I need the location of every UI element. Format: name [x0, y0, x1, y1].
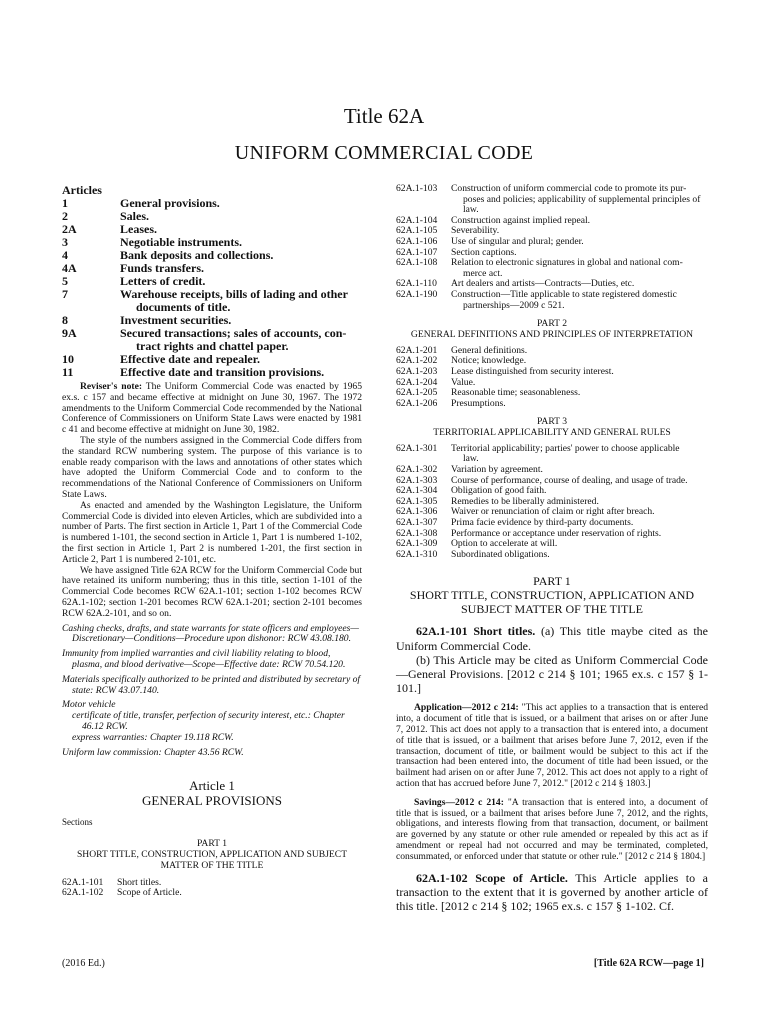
article-item-number: 2A: [62, 222, 77, 236]
section-item-title: Territorial applicability; parties' power to choose applicable: [451, 442, 680, 454]
section-item: [396, 388, 708, 399]
section-item-number: 62A.1-204: [396, 376, 438, 388]
article-item-title: Negotiable instruments.: [120, 235, 242, 249]
sections-label: Sections: [62, 817, 93, 828]
article-item-number: 11: [62, 365, 74, 379]
part-heading-title: GENERAL DEFINITIONS AND PRINCIPLES OF INTERPRETATION: [410, 328, 694, 340]
section-item-number: 62A.1-308: [396, 527, 438, 539]
section-item-number: 62A.1-307: [396, 517, 438, 529]
section-item-title: Obligation of good faith.: [451, 485, 547, 497]
article-item-number: 2: [62, 209, 68, 223]
cross-reference-label: Motor vehicle: [62, 699, 116, 711]
footer-page-label: [Title 62A RCW—page 1]: [593, 958, 704, 969]
section-item: [396, 539, 708, 550]
section-item-title: Relation to electronic signatures in global and national com-: [451, 257, 683, 269]
footer-edition: (2016 Ed.): [62, 958, 105, 969]
part-heading-title: SHORT TITLE, CONSTRUCTION, APPLICATION AND SUBJECT: [76, 849, 348, 861]
page-title: Title 62A: [343, 104, 425, 128]
part-heading: PART 1: [533, 574, 571, 589]
article-item-number: 4: [62, 248, 68, 262]
section-item-title: Lease distinguished from security interest.: [451, 365, 614, 377]
cross-reference: Cashing checks, drafts, and state warrants for state officers and employees—Discretionary—Conditions—Procedure upon dishonor: RCW 43.08.180.: [62, 622, 359, 645]
article-item: [62, 249, 362, 262]
section-item-title: Variation by agreement.: [451, 464, 543, 476]
article-item: [62, 197, 362, 210]
article-item-number: 8: [62, 313, 68, 327]
article-item-title-continuation: documents of title.: [136, 300, 231, 314]
section-item-title: Performance or acceptance under reservation of rights.: [451, 527, 662, 539]
section-62a-1-102: 62A.1-102 Scope of Article. This Article applies to a transaction to the extent that it is governed by another article of this title. [2012 c 214 § 102; 1965 ex.s. c 157 § 1-102. Cf.: [396, 870, 708, 913]
page-subtitle: UNIFORM COMMERCIAL CODE: [234, 142, 534, 164]
article-item: [62, 366, 362, 379]
section-item: [396, 399, 708, 410]
right-column: [396, 184, 708, 913]
section-item: [396, 216, 708, 227]
article-item: [62, 327, 362, 353]
revisers-note-paragraph: As enacted and amended by the Washington Legislature, the Uniform Commercial Code is divided into eleven Articles, which are subdivided into a number of Parts. The first section in Article 1, Part 1 of the Commercial Code is numbered 1-101, the second section in Article 1, Part 1 is numbered 1-102, the first section in Article 1, Part 2 is numbered 1-201, the first section in Article 2, Part 1 is numbered 2-101, etc.: [62, 499, 362, 565]
sections-list: [62, 878, 362, 899]
section-item: [396, 290, 708, 311]
section-item-title-continuation: law.: [463, 453, 479, 465]
section-heading: 62A.1-102 Scope of Article.: [416, 870, 568, 885]
article-item-number: 7: [62, 287, 68, 301]
section-item: [396, 237, 708, 248]
part-heading-title: SUBJECT MATTER OF THE TITLE: [460, 602, 643, 617]
section-item: [396, 476, 708, 487]
section-item-number: 62A.1-304: [396, 485, 438, 497]
cross-reference: Immunity from implied warranties and civil liability relating to blood, plasma, and blood derivative—Scope—Effective date: RCW 70.54.120.: [62, 648, 346, 670]
section-item-number: 62A.1-104: [396, 214, 438, 226]
section-item-number: 62A.1-101: [62, 876, 104, 888]
section-item-title: Severability.: [451, 225, 500, 237]
cross-reference: express warranties: Chapter 19.118 RCW.: [72, 731, 234, 743]
article-item-number: 4A: [62, 261, 77, 275]
left-column: [62, 184, 362, 899]
section-item-title: General definitions.: [451, 344, 528, 356]
section-heading: 62A.1-101 Short titles.: [416, 624, 536, 639]
article-item-title-continuation: tract rights and chattel paper.: [136, 339, 289, 353]
article-item-number: 5: [62, 274, 68, 288]
part-heading-title: TERRITORIAL APPLICABILITY AND GENERAL RULES: [433, 427, 671, 439]
cross-reference: certificate of title, transfer, perfection of security interest, etc.: Chapter 46.12 RCW.: [72, 710, 345, 732]
section-item-number: 62A.1-202: [396, 355, 438, 367]
article-item-number: 3: [62, 235, 68, 249]
section-item-title: Option to accelerate at will.: [451, 538, 558, 550]
revisers-note-paragraph: The style of the numbers assigned in the Commercial Code differs from the standard RCW numbering system. The purpose of this variance is to enable ready comparison with the laws and annotations of other states which have adopted the Uniform Commercial Code and to conform to the recommendations of the National Conference of Commissioners on Uniform State Laws.: [62, 434, 362, 500]
section-item: [62, 878, 362, 889]
section-item: [396, 550, 708, 561]
article-item-title: Effective date and transition provisions.: [120, 365, 325, 379]
application-note: Application—2012 c 214: "This act applies to a transaction that is entered into, a document of title that is issued, or a bailment that arises on or after June 7, 2012. This act does not apply to a transaction that is entered into, a document of title that is issued, or a bailment that arises before June 7, 2012, even if the transaction, document of title, or bailment would be subject to this act if the transaction had been entered into, the document of title had been issued, or the bailment had arisen on or after June 7, 2012. This act does not apply to a right of action that has accrued before June 7, 2012." [2012 c 214 § 1803.]: [396, 702, 708, 789]
article-item-title: General provisions.: [120, 196, 220, 210]
section-item-number: 62A.1-305: [396, 495, 438, 507]
section-item-number: 62A.1-306: [396, 506, 438, 518]
section-item-title: Waiver or renunciation of claim or right after breach.: [451, 506, 655, 518]
articles-list: [62, 197, 362, 379]
section-item-number: 62A.1-108: [396, 257, 438, 269]
article-item-title: Sales.: [120, 209, 150, 223]
section-item-number: 62A.1-301: [396, 442, 438, 454]
section-item-title-continuation: merce act.: [463, 267, 503, 279]
note-label: Savings—2012 c 214:: [414, 796, 504, 808]
note-label: Application—2012 c 214:: [414, 702, 519, 714]
part-heading-title: MATTER OF THE TITLE: [160, 859, 264, 871]
section-item-title: Construction—Title applicable to state registered domestic: [451, 288, 677, 300]
section-item-title: Short titles.: [117, 876, 162, 888]
section-item-title: Subordinated obligations.: [451, 548, 550, 560]
section-item: [396, 184, 708, 216]
cross-reference: Uniform law commission: Chapter 43.56 RCW.: [62, 746, 244, 758]
article-item-title: Bank deposits and collections.: [120, 248, 274, 262]
part-heading: PART 2: [536, 318, 568, 330]
savings-note: Savings—2012 c 214: "A transaction that is entered into, a document of title that is issued, or a bailment that arises before June 7, 2012, and the rights, obligations, and interests flowing from that transaction, document, or bailment are governed by any statute or other rule amended or repealed by this act as if amendment or repeal had not occurred and may be terminated, completed, consummated, or enforced under that statute or other rule." [2012 c 214 § 1804.]: [396, 796, 708, 862]
section-item-title: Reasonable time; seasonableness.: [451, 387, 581, 399]
article-item-title: Letters of credit.: [120, 274, 206, 288]
article-item-title: Effective date and repealer.: [120, 352, 260, 366]
section-item-number: 62A.1-310: [396, 548, 438, 560]
article-item: [62, 262, 362, 275]
section-item-title: Value.: [451, 376, 476, 388]
article-heading: Article 1: [189, 778, 235, 794]
revisers-note-label: Reviser's note:: [80, 381, 143, 392]
section-item: [396, 367, 708, 378]
article-item: [62, 288, 362, 314]
section-item-number: 62A.1-203: [396, 365, 438, 377]
section-item-number: 62A.1-201: [396, 344, 438, 356]
section-item-title: Notice; knowledge.: [451, 355, 527, 367]
section-item: [396, 346, 708, 357]
section-item-title: Course of performance, course of dealing, and usage of trade.: [451, 474, 688, 486]
section-item-number: 62A.1-309: [396, 538, 438, 550]
section-item-title: Art dealers and artists—Contracts—Duties, etc.: [451, 278, 635, 290]
sections-list: [396, 346, 708, 410]
section-item-number: 62A.1-190: [396, 288, 438, 300]
section-item-number: 62A.1-205: [396, 387, 438, 399]
article-item-number: 1: [62, 196, 68, 210]
section-item-number: 62A.1-110: [396, 278, 437, 290]
section-item-number: 62A.1-303: [396, 474, 438, 486]
section-item-title: Construction against implied repeal.: [451, 214, 591, 226]
part-heading: PART 3: [536, 416, 568, 428]
section-62a-1-101: 62A.1-101 Short titles. (a) This title maybe cited as the Uniform Commercial Code.: [396, 624, 708, 653]
revisers-note: Reviser's note: The Uniform Commercial Code was enacted by 1965 ex.s. c 157 and became effective at midnight on June 30, 1967. The 1972 amendments to the Uniform Commercial Code recommended by the National Conference of Commissioners on Uniform State Laws were enacted by 1981 c 41 and become effective at midnight on June 30, 1982.: [62, 381, 362, 436]
section-62a-1-101-b: (b) This Article may be cited as Uniform Commercial Code—General Provisions. [2012 c 214 § 101; 1965 ex.s. c 157 § 1-101.]: [396, 652, 708, 696]
section-item-title: Presumptions.: [451, 397, 506, 409]
section-item-title: Construction of uniform commercial code to promote its pur-: [451, 183, 687, 194]
section-item-title: Section captions.: [451, 246, 517, 258]
section-item-number: 62A.1-107: [396, 246, 438, 258]
section-item-number: 62A.1-105: [396, 225, 438, 237]
revisers-note-paragraph: We have assigned Title 62A RCW for the Uniform Commercial Code but have retained its uniform numbering; thus in this title, section 1-101 of the Commercial Code becomes RCW 62A.1-101; section 1-102 becomes RCW 62A.1-102; section 1-201 becomes RCW 62A.1-201; section 2-101 becomes RCW 62A.2-101, and so on.: [62, 564, 362, 619]
cross-reference: Materials specifically authorized to be printed and distributed by secretary of state: RCW 43.07.140.: [62, 673, 361, 696]
section-item-title-continuation: partnerships—2009 c 521.: [463, 299, 565, 311]
section-item-number: 62A.1-302: [396, 464, 438, 476]
section-item-number: 62A.1-102: [62, 887, 104, 899]
section-item-number: 62A.1-103: [396, 183, 438, 194]
article-item-number: 9A: [62, 326, 77, 340]
part-heading-title: SHORT TITLE, CONSTRUCTION, APPLICATION AND: [409, 588, 695, 603]
articles-heading: Articles: [62, 183, 102, 197]
section-item-number: 62A.1-206: [396, 397, 438, 409]
section-item-title: Remedies to be liberally administered.: [451, 495, 599, 507]
section-item-title: Prima facie evidence by third-party documents.: [451, 517, 634, 529]
article-item-title: Funds transfers.: [120, 261, 205, 275]
article-item-title: Investment securities.: [120, 313, 232, 327]
section-item-title: Use of singular and plural; gender.: [451, 235, 584, 247]
sections-list: [396, 184, 708, 311]
article-item-title: Secured transactions; sales of accounts, con-: [120, 326, 347, 340]
sections-list: [396, 444, 708, 561]
part-heading: PART 1: [196, 838, 228, 850]
section-item-number: 62A.1-106: [396, 235, 438, 247]
section-item-title-continuation: poses and policies; applicability of supplemental principles of law.: [463, 193, 701, 216]
article-heading-title: GENERAL PROVISIONS: [142, 793, 282, 809]
section-item: [62, 888, 362, 899]
section-item: [396, 258, 708, 279]
article-item-title: Warehouse receipts, bills of lading and other: [120, 287, 348, 301]
article-item: [62, 210, 362, 223]
section-item: [396, 444, 708, 465]
section-item-title: Scope of Article.: [117, 887, 182, 899]
article-item-number: 10: [62, 352, 74, 366]
article-item-title: Leases.: [120, 222, 157, 236]
